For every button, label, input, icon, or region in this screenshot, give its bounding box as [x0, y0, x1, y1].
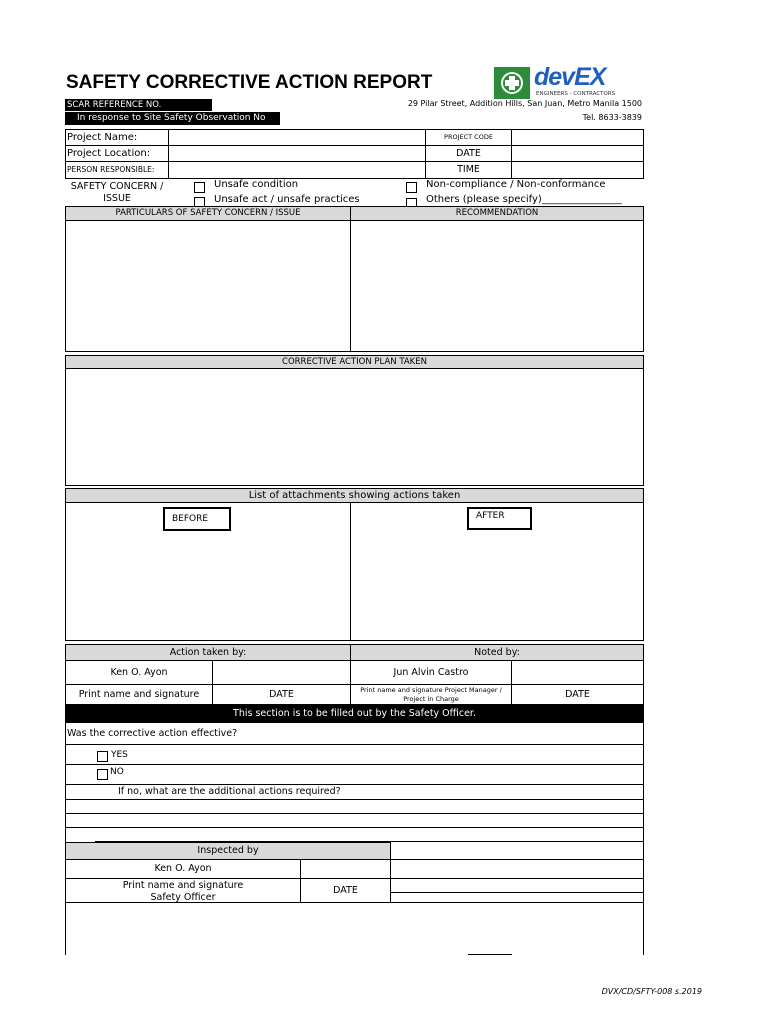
unsafe-condition-checkbox[interactable] — [194, 182, 205, 193]
company-tel: Tel. 8633-3839 — [582, 113, 642, 122]
after-photo-label: AFTER — [467, 507, 532, 530]
safety-concern-label: SAFETY CONCERN / ISSUE — [70, 181, 164, 204]
date-field[interactable] — [512, 146, 643, 161]
particulars-field[interactable] — [66, 221, 350, 351]
company-logo — [494, 63, 624, 99]
unsafe-condition-label: Unsafe condition — [214, 179, 299, 190]
others-label: Others (please specify)________________ — [426, 194, 622, 205]
additional-actions-line-1[interactable] — [66, 800, 643, 813]
person-responsible-label: PERSON RESPONSIBLE: — [67, 165, 155, 175]
logo-brand-text: devEX — [534, 63, 606, 91]
action-taker-name: Ken O. Ayon — [110, 666, 168, 678]
additional-actions-line-3[interactable] — [95, 828, 643, 841]
project-location-field[interactable] — [169, 146, 424, 161]
inspector-print-name-label: Print name and signature Safety Officer — [122, 880, 244, 903]
noted-by-name: Jun Alvin Castro — [393, 666, 469, 678]
remarks-field[interactable] — [66, 903, 643, 955]
project-code-field[interactable] — [512, 130, 643, 145]
yes-label: YES — [111, 750, 128, 760]
time-label: TIME — [457, 164, 480, 176]
report-title: SAFETY CORRECTIVE ACTION REPORT — [66, 72, 433, 93]
scar-reference-label: SCAR REFERENCE NO. — [65, 99, 212, 111]
project-code-label: PROJECT CODE — [444, 133, 493, 142]
after-photo-area[interactable] — [351, 535, 643, 640]
company-address: 29 Pilar Street, Addition Hills, San Juan, Metro Manila 1500 — [407, 99, 642, 108]
response-label: In response to Site Safety Observation No — [65, 112, 280, 125]
print-name-signature-label: Print name and signature — [78, 689, 200, 701]
particulars-header: PARTICULARS OF SAFETY CONCERN / ISSUE — [115, 208, 301, 219]
before-photo-label: BEFORE — [163, 507, 231, 531]
corrective-plan-field[interactable] — [66, 369, 643, 485]
yes-checkbox[interactable] — [97, 751, 108, 762]
effectiveness-question: Was the corrective action effective? — [67, 728, 238, 740]
noted-by-header: Noted by: — [474, 646, 520, 658]
project-manager-label: Print name and signature Project Manager / Project in Charge — [360, 686, 502, 703]
project-name-label: Project Name: — [67, 131, 138, 143]
attachments-header: List of attachments showing actions taken — [248, 489, 461, 501]
project-name-field[interactable] — [169, 130, 424, 145]
action-taker-signature-field[interactable] — [213, 661, 350, 684]
non-compliance-label: Non-compliance / Non-conformance — [426, 179, 606, 190]
logo-tagline: ENGINEERS - CONTRACTORS — [536, 91, 616, 97]
time-field[interactable] — [512, 162, 643, 178]
non-compliance-checkbox[interactable] — [406, 182, 417, 193]
inspector-signature-field[interactable] — [301, 860, 390, 878]
person-responsible-field[interactable] — [169, 162, 424, 178]
action-taken-by-header: Action taken by: — [169, 646, 247, 658]
inspected-by-header: Inspected by — [197, 845, 259, 857]
noted-by-signature-field[interactable] — [512, 661, 643, 684]
inspection-date-label: DATE — [333, 884, 358, 896]
no-checkbox[interactable] — [97, 769, 108, 780]
additional-actions-line-2[interactable] — [66, 814, 643, 827]
inspection-date-field[interactable] — [391, 879, 643, 902]
date-label: DATE — [456, 147, 481, 159]
no-label: NO — [110, 767, 124, 777]
inspector-name: Ken O. Ayon — [154, 863, 212, 875]
recommendation-header: RECOMMENDATION — [455, 208, 539, 219]
before-photo-area[interactable] — [66, 535, 350, 640]
recommendation-field[interactable] — [351, 221, 643, 351]
noted-date-label: DATE — [565, 689, 590, 701]
project-location-label: Project Location: — [67, 147, 151, 159]
document-code: DVX/CD/SFTY-008 s.2019 — [601, 987, 702, 996]
additional-actions-question: If no, what are the additional actions required? — [118, 786, 341, 798]
action-date-label: DATE — [269, 689, 294, 701]
unsafe-act-label: Unsafe act / unsafe practices — [214, 194, 360, 205]
corrective-plan-header: CORRECTIVE ACTION PLAN TAKEN — [282, 356, 427, 367]
safety-officer-banner: This section is to be filled out by the Safety Officer. — [65, 705, 644, 723]
